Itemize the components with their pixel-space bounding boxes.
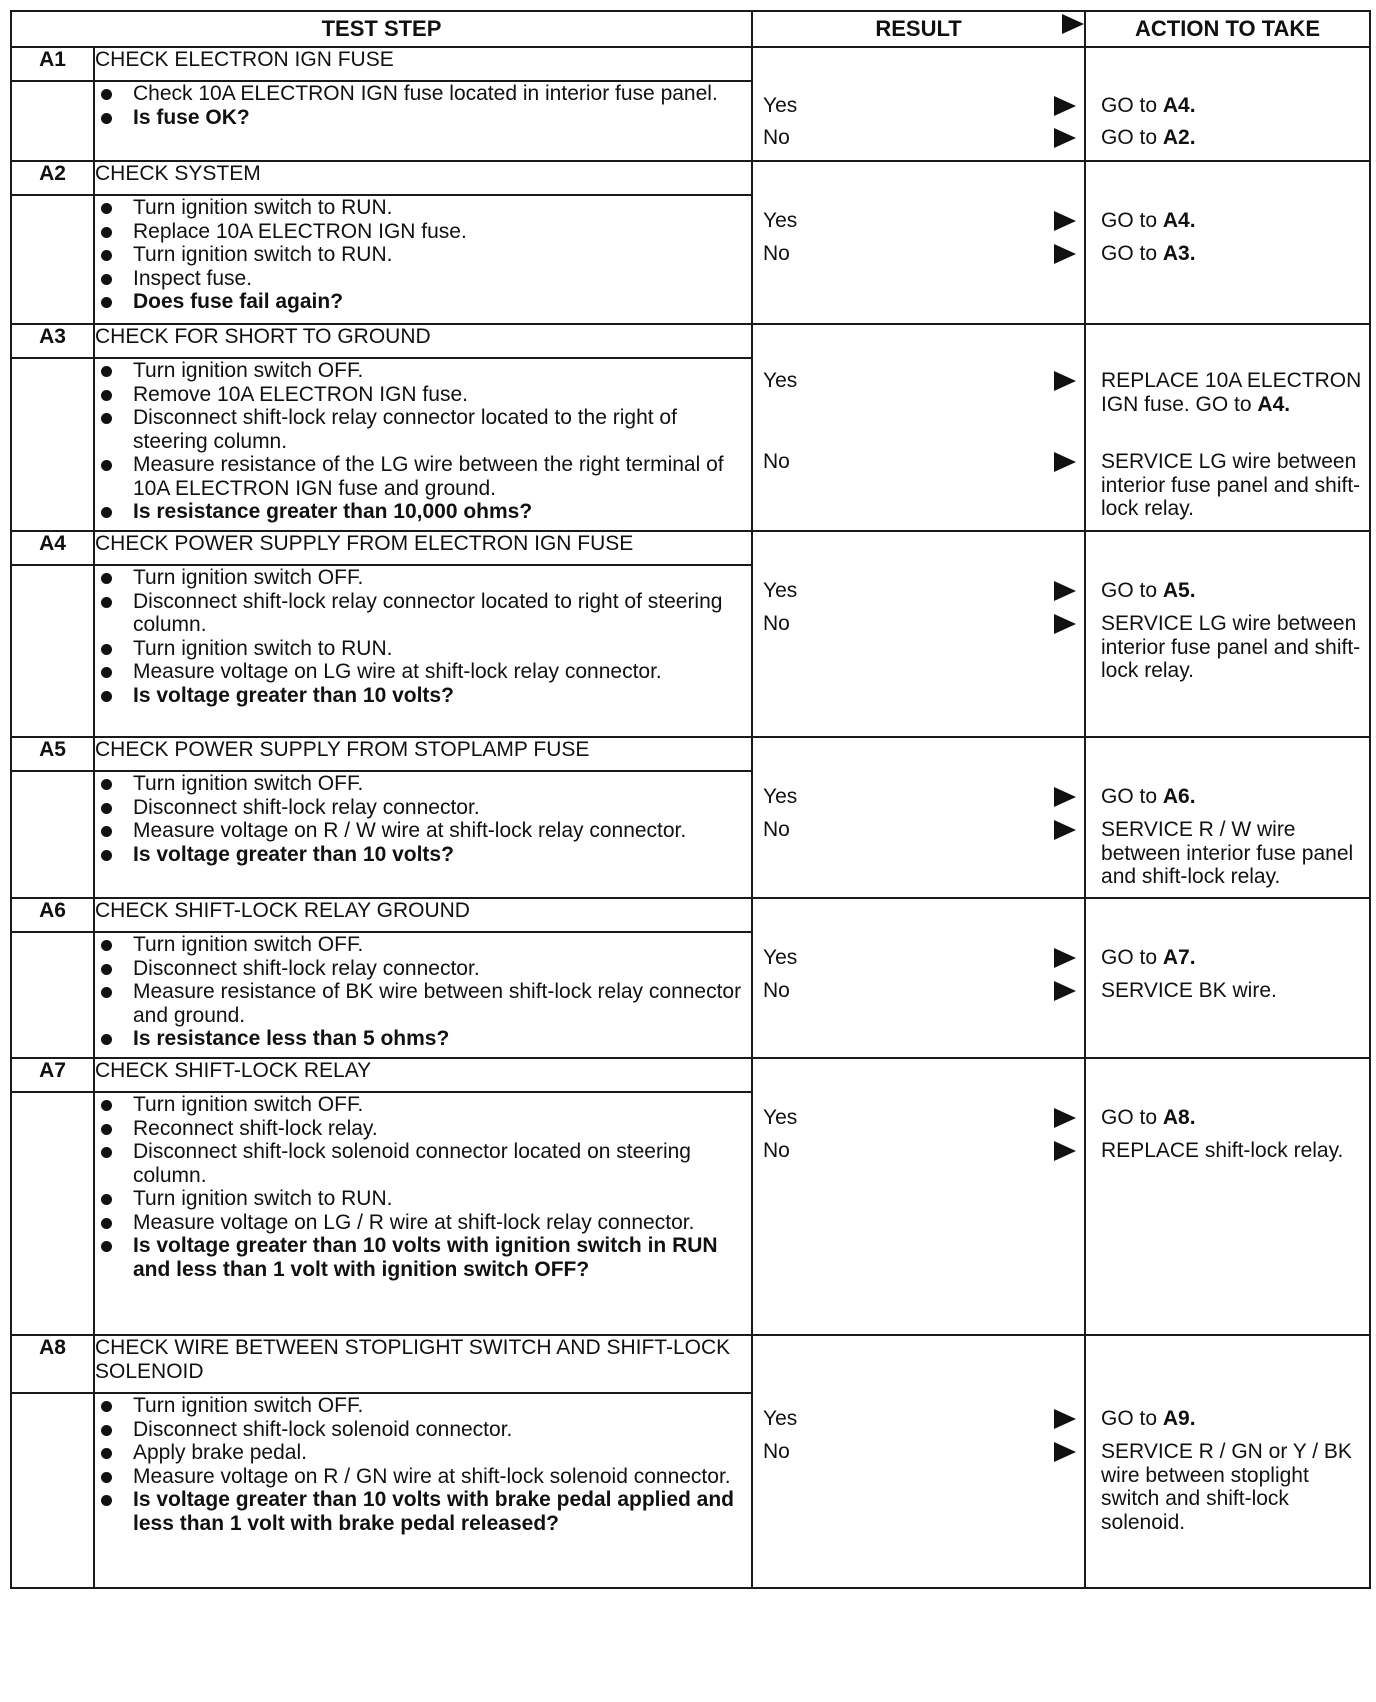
result-label: Yes (763, 369, 798, 392)
action-suffix: . (1189, 946, 1196, 969)
step-title-row (11, 531, 1370, 565)
result-cell (752, 737, 1085, 898)
action-ref: A6 (1162, 785, 1190, 808)
result-label: Yes (763, 946, 798, 969)
arrow-right-icon (1054, 1141, 1076, 1161)
check-item: Measure resistance of the LG wire between the right terminal of 10A ELECTRON IGN fuse and ground. (95, 453, 751, 500)
step-id: A2 (11, 161, 94, 195)
step-title: CHECK POWER SUPPLY FROM ELECTRON IGN FUSE (94, 531, 752, 565)
action-text: GO to (1101, 579, 1163, 602)
result-cell (752, 1058, 1085, 1335)
action-suffix: . (1189, 579, 1196, 602)
arrow-right-icon (1054, 820, 1076, 840)
result-label: Yes (763, 209, 798, 232)
check-item: Disconnect shift-lock solenoid connector located on steering column. (95, 1140, 751, 1187)
step-body (94, 1092, 752, 1335)
step-id-blank (11, 932, 94, 1058)
arrow-right-icon (1054, 614, 1076, 634)
arrow-right-icon (1054, 96, 1076, 116)
result-line (763, 579, 1076, 605)
action-suffix: . (1189, 1106, 1196, 1129)
diagnostic-table (10, 10, 1371, 1589)
action-text: GO to (1101, 126, 1163, 149)
result-label: Yes (763, 94, 798, 117)
arrow-right-icon (1054, 1442, 1076, 1462)
step-title: CHECK POWER SUPPLY FROM STOPLAMP FUSE (94, 737, 752, 771)
step-id: A8 (11, 1335, 94, 1393)
action-item (1101, 94, 1363, 118)
result-line (763, 94, 1076, 120)
check-item: Is resistance less than 5 ohms? (95, 1027, 751, 1051)
action-ref: A3 (1162, 242, 1190, 265)
step-body (94, 358, 752, 531)
step-id: A3 (11, 324, 94, 358)
step-body (94, 771, 752, 898)
action-text: SERVICE LG wire between interior fuse panel and shift-lock relay. (1101, 612, 1361, 683)
check-item: Apply brake pedal. (95, 1441, 751, 1465)
result-label: No (763, 979, 790, 1002)
action-item (1101, 369, 1363, 416)
action-item (1101, 1106, 1363, 1130)
check-list (95, 359, 751, 524)
check-item: Reconnect shift-lock relay. (95, 1117, 751, 1141)
result-label: No (763, 818, 790, 841)
step-title: CHECK SHIFT-LOCK RELAY (94, 1058, 752, 1092)
result-label: No (763, 450, 790, 473)
check-item: Turn ignition switch to RUN. (95, 1187, 751, 1211)
action-cell (1085, 737, 1370, 898)
step-title-row (11, 47, 1370, 81)
arrow-right-icon (1054, 948, 1076, 968)
action-item (1101, 1440, 1363, 1534)
arrow-right-icon (1054, 128, 1076, 148)
step-title-row (11, 1335, 1370, 1393)
check-item: Turn ignition switch to RUN. (95, 243, 751, 267)
action-ref: A5 (1162, 579, 1190, 602)
action-cell (1085, 161, 1370, 324)
check-item: Replace 10A ELECTRON IGN fuse. (95, 220, 751, 244)
check-list (95, 933, 751, 1051)
check-item: Turn ignition switch OFF. (95, 359, 751, 383)
header-result-label: RESULT (875, 15, 962, 41)
step-id-blank (11, 1393, 94, 1588)
step-id-blank (11, 1092, 94, 1335)
step-id: A6 (11, 898, 94, 932)
result-line (763, 242, 1076, 268)
check-item: Disconnect shift-lock relay connector located to right of steering column. (95, 590, 751, 637)
check-list (95, 772, 751, 866)
check-item: Measure voltage on R / W wire at shift-lock relay connector. (95, 819, 751, 843)
action-item (1101, 979, 1363, 1003)
arrow-right-icon (1062, 14, 1084, 34)
result-cell (752, 1335, 1085, 1588)
step-title-row (11, 737, 1370, 771)
action-cell (1085, 898, 1370, 1058)
action-text: GO to (1101, 1407, 1163, 1430)
action-suffix: . (1189, 242, 1196, 265)
step-body (94, 1393, 752, 1588)
check-item: Turn ignition switch OFF. (95, 933, 751, 957)
action-item (1101, 1139, 1363, 1163)
action-ref: A4 (1257, 392, 1285, 416)
result-cell (752, 161, 1085, 324)
action-text: GO to (1101, 946, 1163, 969)
result-line (763, 979, 1076, 1005)
action-cell (1085, 1058, 1370, 1335)
result-cell (752, 898, 1085, 1058)
step-id: A7 (11, 1058, 94, 1092)
action-suffix: . (1189, 785, 1196, 808)
step-title-row (11, 898, 1370, 932)
check-item: Turn ignition switch OFF. (95, 772, 751, 796)
check-item: Disconnect shift-lock relay connector. (95, 796, 751, 820)
arrow-right-icon (1054, 787, 1076, 807)
arrow-right-icon (1054, 1409, 1076, 1429)
step-id-blank (11, 565, 94, 737)
action-item (1101, 1407, 1363, 1431)
result-line (763, 818, 1076, 844)
result-line (763, 946, 1076, 972)
result-label: Yes (763, 1407, 798, 1430)
result-line (763, 612, 1076, 638)
arrow-right-icon (1054, 452, 1076, 472)
result-line (763, 1106, 1076, 1132)
check-item: Disconnect shift-lock relay connector located to the right of steering column. (95, 406, 751, 453)
check-item: Measure voltage on LG wire at shift-lock relay connector. (95, 660, 751, 684)
action-item (1101, 209, 1363, 233)
step-id: A5 (11, 737, 94, 771)
action-text: SERVICE LG wire between interior fuse panel and shift-lock relay. (1101, 450, 1361, 521)
step-body (94, 81, 752, 161)
action-item (1101, 946, 1363, 970)
result-line (763, 1139, 1076, 1165)
header-test-step: TEST STEP (11, 11, 752, 47)
arrow-right-icon (1054, 371, 1076, 391)
check-item: Is resistance greater than 10,000 ohms? (95, 500, 751, 524)
step-body (94, 565, 752, 737)
check-item: Is voltage greater than 10 volts with ignition switch in RUN and less than 1 volt with ignition switch OFF? (95, 1234, 751, 1281)
check-list (95, 1093, 751, 1281)
check-item: Turn ignition switch to RUN. (95, 637, 751, 661)
arrow-right-icon (1054, 1108, 1076, 1128)
action-text: REPLACE shift-lock relay. (1101, 1139, 1344, 1162)
arrow-right-icon (1054, 244, 1076, 264)
action-item (1101, 579, 1363, 603)
step-id-blank (11, 81, 94, 161)
header-action: ACTION TO TAKE (1085, 11, 1370, 47)
action-ref: A9 (1162, 1407, 1190, 1430)
action-suffix: . (1189, 94, 1196, 117)
action-suffix: . (1284, 392, 1291, 416)
arrow-right-icon (1054, 211, 1076, 231)
step-title: CHECK ELECTRON IGN FUSE (94, 47, 752, 81)
action-text: GO to (1101, 209, 1163, 232)
action-item (1101, 126, 1363, 150)
result-line (763, 1407, 1076, 1433)
check-item: Measure resistance of BK wire between shift-lock relay connector and ground. (95, 980, 751, 1027)
step-body (94, 932, 752, 1058)
result-line (763, 369, 1076, 395)
step-id-blank (11, 358, 94, 531)
check-item: Does fuse fail again? (95, 290, 751, 314)
action-cell (1085, 1335, 1370, 1588)
action-ref: A2 (1162, 126, 1190, 149)
check-item: Inspect fuse. (95, 267, 751, 291)
action-cell (1085, 47, 1370, 161)
step-title-row (11, 161, 1370, 195)
result-label: No (763, 242, 790, 265)
result-label: No (763, 1139, 790, 1162)
action-item (1101, 785, 1363, 809)
action-suffix: . (1189, 126, 1196, 149)
check-item: Turn ignition switch OFF. (95, 1093, 751, 1117)
check-item: Is fuse OK? (95, 106, 751, 130)
result-cell (752, 324, 1085, 531)
result-line (763, 785, 1076, 811)
arrow-right-icon (1054, 981, 1076, 1001)
action-text: GO to (1101, 94, 1163, 117)
check-item: Disconnect shift-lock relay connector. (95, 957, 751, 981)
action-text: SERVICE R / W wire between interior fuse panel and shift-lock relay. (1101, 818, 1354, 889)
check-item: Measure voltage on R / GN wire at shift-lock solenoid connector. (95, 1465, 751, 1489)
header-row (11, 11, 1370, 47)
check-item: Is voltage greater than 10 volts with brake pedal applied and less than 1 volt with brake pedal released? (95, 1488, 751, 1535)
action-text: SERVICE BK wire. (1101, 979, 1277, 1002)
result-cell (752, 47, 1085, 161)
action-item (1101, 612, 1363, 683)
result-line (763, 209, 1076, 235)
step-title: CHECK FOR SHORT TO GROUND (94, 324, 752, 358)
step-id: A4 (11, 531, 94, 565)
action-suffix: . (1189, 1407, 1196, 1430)
check-item: Measure voltage on LG / R wire at shift-lock relay connector. (95, 1211, 751, 1235)
step-id: A1 (11, 47, 94, 81)
check-list (95, 196, 751, 314)
check-item: Disconnect shift-lock solenoid connector. (95, 1418, 751, 1442)
result-label: No (763, 1440, 790, 1463)
check-item: Turn ignition switch OFF. (95, 566, 751, 590)
result-cell (752, 531, 1085, 737)
action-text: GO to (1101, 1106, 1163, 1129)
action-suffix: . (1189, 209, 1196, 232)
check-item: Turn ignition switch OFF. (95, 1394, 751, 1418)
action-item (1101, 450, 1363, 521)
action-cell (1085, 324, 1370, 531)
action-text: SERVICE R / GN or Y / BK wire between stoplight switch and shift-lock solenoid. (1101, 1440, 1352, 1534)
check-list (95, 566, 751, 707)
step-title: CHECK SYSTEM (94, 161, 752, 195)
step-title-row (11, 324, 1370, 358)
action-text: GO to (1101, 785, 1163, 808)
action-ref: A4 (1162, 209, 1190, 232)
result-label: No (763, 612, 790, 635)
result-line (763, 450, 1076, 476)
step-id-blank (11, 771, 94, 898)
action-text: GO to (1101, 242, 1163, 265)
result-line (763, 1440, 1076, 1466)
step-title: CHECK WIRE BETWEEN STOPLIGHT SWITCH AND SHIFT-LOCK SOLENOID (94, 1335, 752, 1393)
step-title: CHECK SHIFT-LOCK RELAY GROUND (94, 898, 752, 932)
step-id-blank (11, 195, 94, 324)
check-item: Check 10A ELECTRON IGN fuse located in interior fuse panel. (95, 82, 751, 106)
action-item (1101, 818, 1363, 889)
result-line (763, 126, 1076, 152)
check-item: Is voltage greater than 10 volts? (95, 684, 751, 708)
arrow-right-icon (1054, 581, 1076, 601)
action-item (1101, 242, 1363, 266)
action-ref: A7 (1162, 946, 1190, 969)
action-cell (1085, 531, 1370, 737)
header-result (752, 11, 1085, 47)
action-ref: A8 (1162, 1106, 1190, 1129)
result-label: Yes (763, 579, 798, 602)
result-label: Yes (763, 1106, 798, 1129)
check-item: Remove 10A ELECTRON IGN fuse. (95, 383, 751, 407)
result-label: Yes (763, 785, 798, 808)
step-title-row (11, 1058, 1370, 1092)
check-item: Turn ignition switch to RUN. (95, 196, 751, 220)
check-item: Is voltage greater than 10 volts? (95, 843, 751, 867)
check-list (95, 1394, 751, 1535)
step-body (94, 195, 752, 324)
action-text: REPLACE 10A ELECTRON IGN fuse. GO to (1101, 369, 1362, 416)
action-ref: A4 (1162, 94, 1190, 117)
check-list (95, 82, 751, 129)
result-label: No (763, 126, 790, 149)
